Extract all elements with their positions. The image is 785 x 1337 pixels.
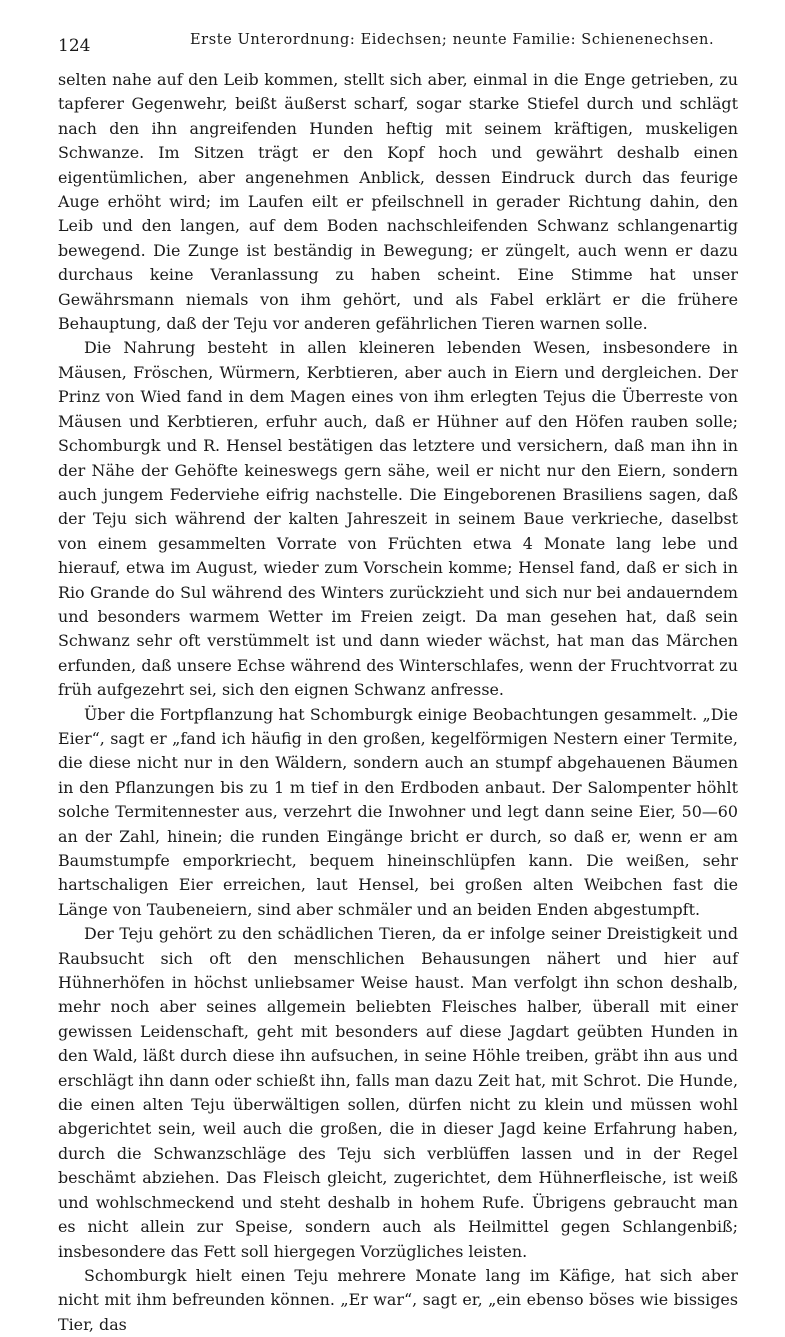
- paragraph-nahrung: Die Nahrung besteht in allen kleineren lebenden Wesen, insbesondere in Mäusen, Fröschen, Würmern, Kerbtieren, aber auch in Eiern und dergleichen. Der Prinz von Wied fand in dem Magen eines von ihm erlegten Tejus die Überreste von Mäusen und Kerbtieren, erfuhr auch, daß er Hühner auf den Höfen rauben solle; Schomburgk und R. Hensel bestätigen das letztere und versichern, daß man ihn in der Nähe der Gehöfte keineswegs gern sähe, weil er nicht nur den Eiern, sondern auch jungem Federviehe eifrig nachstelle. Die Eingeborenen Brasiliens sagen, daß der Teju sich während der kalten Jahreszeit in seinem Baue verkrieche, daselbst von einem gesammelten Vorrate von Früchten etwa 4 Monate lang lebe und hierauf, etwa im August, wieder zum Vorschein komme; Hensel fand, daß er sich in Rio Grande do Sul während des Winters zurückzieht und sich nur bei andauerndem und besonders warmem Wetter im Freien zeigt. Da man gesehen hat, daß sein Schwanz sehr oft verstümmelt ist und dann wieder wächst, hat man das Märchen erfunden, daß unsere Echse während des Winterschlafes, wenn der Fruchtvorrat zu früh aufgezehrt sei, sich den eignen Schwanz anfresse.: [58, 338, 738, 700]
- page-number: 124: [58, 36, 91, 56]
- paragraph-schaedlichkeit: Der Teju gehört zu den schädlichen Tieren, da er infolge seiner Dreistigkeit und Raubsucht sich oft den menschlichen Behausungen nähert und hier auf Hühnerhöfen in höchst unliebsamer Weise haust. Man verfolgt ihn schon deshalb, mehr noch aber seines allgemein beliebten Fleisches halber, überall mit einer gewissen Leidenschaft, geht mit besonders auf diese Jagdart geübten Hunden in den Wald, läßt durch diese ihn aufsuchen, in seine Höhle treiben, gräbt ihn aus und erschlägt ihn dann oder schießt ihn, falls man dazu Zeit hat, mit Schrot. Die Hunde, die einen alten Teju überwältigen sollen, dürfen nicht zu klein und müssen wohl abgerichtet sein, weil auch die großen, die in dieser Jagd keine Erfahrung haben, durch die Schwanzschläge des Teju sich verblüffen lassen und in der Regel beschämt abziehen. Das Fleisch gleicht, zugerichtet, dem Hühnerfleische, ist weiß und wohlschmeckend und steht deshalb in hohem Rufe. Übrigens gebraucht man es nicht allein zur Speise, sondern auch als Heilmittel gegen Schlangenbiß; insbesondere das Fett soll hiergegen Vorzügliches leisten.: [58, 924, 738, 1261]
- paragraph-continuation: selten nahe auf den Leib kommen, stellt sich aber, einmal in die Enge getrieben, zu tapferer Gegenwehr, beißt äußerst scharf, sogar starke Stiefel durch und schlägt nach den ihn angreifenden Hunden heftig mit seinem kräftigen, muskeligen Schwanze. Im Sitzen trägt er den Kopf hoch und gewährt deshalb einen eigentümlichen, aber angenehmen Anblick, dessen Eindruck durch das feurige Auge erhöht wird; im Laufen eilt er pfeilschnell in gerader Richtung dahin, den Leib und den langen, auf dem Boden nachschleifenden Schwanz schlangenartig bewegend. Die Zunge ist beständig in Bewegung; er züngelt, auch wenn er dazu durchaus keine Veranlassung zu haben scheint. Eine Stimme hat unser Gewährsmann niemals von ihm gehört, und als Fabel erklärt er die frühere Behauptung, daß der Teju vor anderen gefährlichen Tieren warnen solle.: [58, 70, 738, 334]
- page-header: [58, 28, 738, 58]
- running-head: Erste Unterordnung: Eidechsen; neunte Familie: Schienenechsen.: [190, 32, 715, 48]
- paragraph-gefangenschaft: Schomburgk hielt einen Teju mehrere Monate lang im Käfige, hat sich aber nicht mit ihm befreunden können. „Er war“, sagt er, „ein ebenso böses wie bissiges Tier, das: [58, 1265, 738, 1334]
- paragraph-fortpflanzung: Über die Fortpflanzung hat Schomburgk einige Beobachtungen gesammelt. „Die Eier“, sagt er „fand ich häufig in den großen, kegelförmigen Nestern einer Termite, die diese nicht nur in den Wäldern, sondern auch an stumpf abgehauenen Bäumen in den Pflanzungen bis zu 1 m tief in den Erdboden anbaut. Der Salompenter höhlt solche Termitennester aus, verzehrt die Inwohner und legt dann seine Eier, 50—60 an der Zahl, hinein; die runden Eingänge bricht er durch, so daß er, wenn er am Baumstumpfe emporkriecht, bequem hineinschlüpfen kann. Die weißen, sehr hartschaligen Eier erreichen, laut Hensel, bei großen alten Weibchen fast die Länge von Taubeneiern, sind aber schmäler und an beiden Enden abgestumpft.: [58, 704, 738, 919]
- page-body: [58, 68, 738, 1337]
